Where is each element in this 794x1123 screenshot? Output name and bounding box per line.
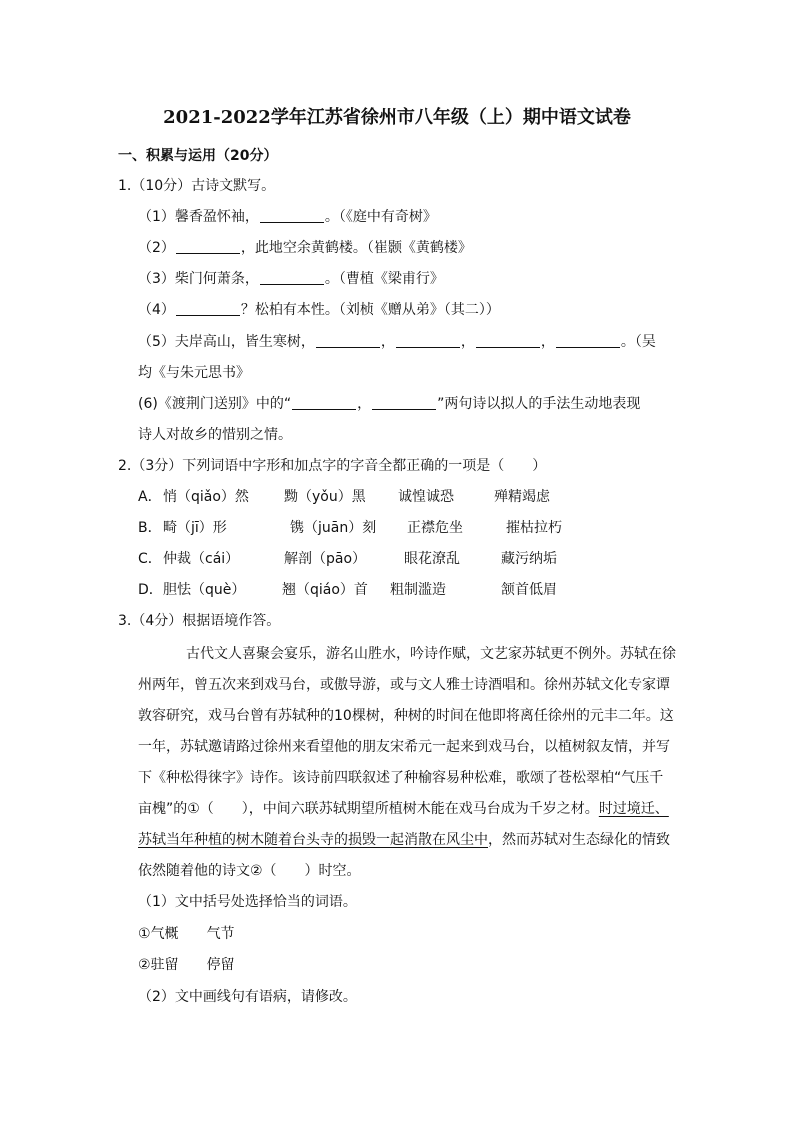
q1-item-6 xyxy=(138,394,640,414)
page-title: 2021-2022学年江苏省徐州市八年级（上）期中语文试卷 xyxy=(163,107,631,128)
q3-underlined-sentence: 时过境迁、 xyxy=(598,801,669,817)
q3-choice-1 xyxy=(138,924,235,944)
blank xyxy=(176,301,240,316)
blank xyxy=(372,395,436,410)
q1-item-3-pre: （3）柴门何萧条， xyxy=(138,271,259,287)
blank xyxy=(292,395,356,410)
q3-paragraph-line: 州两年，曾五次来到戏马台，或傲导游，或与文人雅士诗酒唱和。徐州苏轼文化专家谭 xyxy=(138,677,670,693)
q3-sub1: （1）文中括号处选择恰当的词语。 xyxy=(138,894,357,910)
q2-option-b-word: 畸（jī）形 xyxy=(163,520,227,536)
q1-item-5-post: 。（吴 xyxy=(620,334,656,350)
blank xyxy=(316,333,380,348)
q2-option-d-word: 粗制滥造 xyxy=(390,582,446,598)
q2-option-d-word: 翘（qiáo）首 xyxy=(282,582,368,598)
q2-option-d-word: 胆怯（què） xyxy=(163,582,246,598)
q3-paragraph-line: 依然随着他的诗文②（ ）时空。 xyxy=(138,863,361,879)
blank xyxy=(476,333,540,348)
blank xyxy=(260,270,324,285)
q1-item-5-line2: 均《与朱元思书》 xyxy=(138,365,250,381)
choice-word: 气概 xyxy=(150,926,179,942)
q1-item-5-sep: ， xyxy=(380,334,395,350)
q3-stem: 3.（4分）根据语境作答。 xyxy=(118,613,281,629)
q1-item-5-pre: （5）夫岸高山，皆生寒树， xyxy=(138,334,315,350)
q3-paragraph-line: 敦容研究，戏马台曾有苏轼种的10棵树，种树的时间在他即将离任徐州的元丰二年。这 xyxy=(138,708,674,724)
q1-item-2 xyxy=(138,238,472,258)
q2-option-a-label: A． xyxy=(138,489,162,505)
q1-item-6-mid: ， xyxy=(357,396,372,412)
q1-item-3-post: 。（曹植《梁甫行》 xyxy=(324,271,444,287)
q2-option-d-word: 颔首低眉 xyxy=(501,582,557,598)
q1-item-6-post: ”两句诗以拟人的手法生动地表现 xyxy=(437,396,641,412)
q2-stem: 2.（3分）下列词语中字形和加点字的字音全都正确的一项是（ ） xyxy=(118,458,547,474)
q2-option-a-word: 殚精竭虑 xyxy=(494,489,550,505)
q1-item-1-pre: （1）馨香盈怀袖， xyxy=(138,209,259,225)
q2-option-c-word: 藏污纳垢 xyxy=(501,551,557,567)
q1-item-6-line2: 诗人对故乡的惜别之情。 xyxy=(138,427,292,443)
q3-paragraph-text: 亩槐”的①（ ），中间六联苏轼期望所植树木能在戏马台成为千岁之材。 xyxy=(138,801,599,817)
q1-item-6-pre: (6)《渡荆门送别》中的“ xyxy=(138,396,292,412)
q1-item-1 xyxy=(138,207,437,227)
circled-number: ① xyxy=(138,926,151,942)
choice-word: 驻留 xyxy=(150,957,179,973)
q1-item-4-post: ？松柏有本性。（刘桢《赠从弟》（其二）） xyxy=(240,302,500,318)
q1-item-5-sep: ， xyxy=(540,334,555,350)
circled-number: ② xyxy=(138,957,151,973)
q1-item-2-pre: （2） xyxy=(138,240,175,256)
q3-sub2: （2）文中画线句有语病，请修改。 xyxy=(138,989,357,1005)
q2-option-b-label: B． xyxy=(138,520,162,536)
q2-option-a-word: 黝（yǒu）黑 xyxy=(284,489,366,505)
q3-paragraph-line: 下《种松得徕字》诗作。该诗前四联叙述了种榆容易种松难，歌颂了苍松翠柏“气压千 xyxy=(138,770,664,786)
q2-option-c-word: 仲裁（cái） xyxy=(163,551,240,567)
q2-option-b-word: 镌（juān）刻 xyxy=(290,520,377,536)
q2-option-b-word: 正襟危坐 xyxy=(407,520,463,536)
q3-paragraph-line xyxy=(138,830,670,850)
blank xyxy=(556,333,620,348)
q1-item-1-post: 。（《庭中有奇树》 xyxy=(324,209,437,225)
q3-choice-2 xyxy=(138,955,235,975)
q2-option-b-word: 摧枯拉朽 xyxy=(506,520,562,536)
q2-option-d-label: D． xyxy=(138,582,163,598)
q3-underlined-sentence: 苏轼当年种植的树木随着台头寺的损毁一起消散在风尘中 xyxy=(138,832,488,848)
q2-option-c-word: 解剖（pāo） xyxy=(284,551,367,567)
q1-item-4 xyxy=(138,300,500,320)
q3-paragraph-text: ，然而苏轼对生态绿化的情致 xyxy=(488,832,670,848)
q1-item-5-sep: ， xyxy=(460,334,475,350)
q2-option-a-word: 诚惶诚恐 xyxy=(398,489,454,505)
q2-option-a-word: 悄（qiǎo）然 xyxy=(163,489,249,505)
q1-item-2-post: ，此地空余黄鹤楼。（崔颢《黄鹤楼》 xyxy=(240,240,472,256)
q2-option-c-word: 眼花潦乱 xyxy=(404,551,460,567)
section-heading: 一、积累与运用（20分） xyxy=(118,148,278,164)
q1-stem: 1.（10分）古诗文默写。 xyxy=(118,178,276,194)
choice-word: 气节 xyxy=(206,926,235,942)
q1-item-4-pre: （4） xyxy=(138,302,175,318)
q3-paragraph-line xyxy=(138,799,669,819)
q1-item-3 xyxy=(138,269,444,289)
blank xyxy=(260,208,324,223)
q3-paragraph-line: 一年，苏轼邀请路过徐州来看望他的朋友宋希元一起来到戏马台，以植树叙友情，并写 xyxy=(138,739,670,755)
q1-item-5 xyxy=(138,332,656,352)
choice-word: 停留 xyxy=(206,957,235,973)
q3-paragraph-line: 古代文人喜聚会宴乐，游名山胜水，吟诗作赋，文艺家苏轼更不例外。苏轼在徐 xyxy=(186,646,676,662)
blank xyxy=(396,333,460,348)
blank xyxy=(176,239,240,254)
q2-option-c-label: C． xyxy=(138,551,162,567)
